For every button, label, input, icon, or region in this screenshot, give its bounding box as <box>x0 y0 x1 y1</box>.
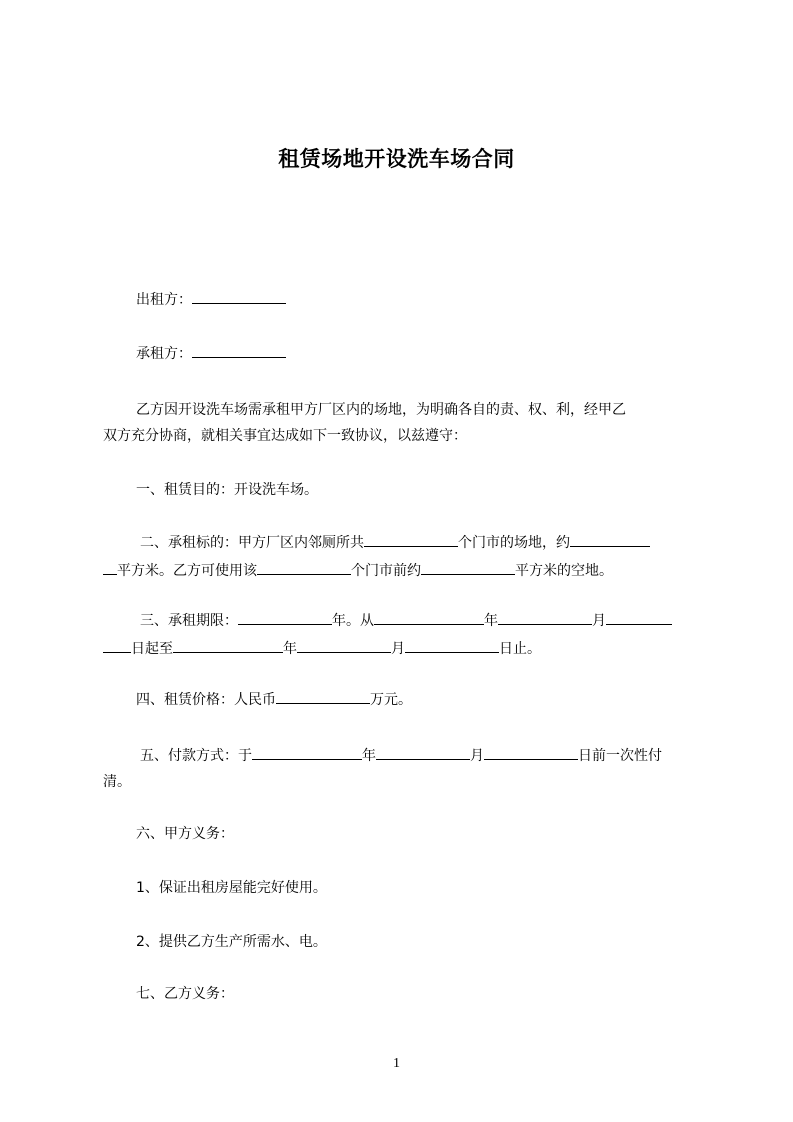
clause-5-blank-day <box>484 742 578 760</box>
clause-3-blank-start-day-b <box>103 635 131 653</box>
clause-3-blank-years <box>238 607 332 625</box>
clause-5-blank-year <box>252 742 362 760</box>
clause-2-blank-units-2 <box>257 557 351 575</box>
clause-2-blank-area-a <box>570 529 650 547</box>
clause-3-blank-start-month <box>498 607 592 625</box>
clause-6-heading: 六、甲方义务： <box>136 826 234 842</box>
clause-6-item-1: 1、保证出租房屋能完好使用。 <box>136 880 327 896</box>
clause-3-text-a: 三、承租期限： <box>140 613 238 629</box>
clause-2-text-d: 个门市前约 <box>351 563 421 579</box>
clause-3-year-label-2: 年 <box>283 641 297 657</box>
lessor-blank <box>192 286 286 304</box>
intro-line-1: 乙方因开设洗车场需承租甲方厂区内的场地，为明确各自的责、权、利，经甲乙 <box>136 402 626 418</box>
clause-2-text-b: 个门市的场地，约 <box>458 535 570 551</box>
clause-3-month-label-2: 月 <box>391 641 405 657</box>
clause-4-blank-price <box>276 686 370 704</box>
clause-5-month-label: 月 <box>470 748 484 764</box>
clause-3-text-b: 年。从 <box>332 613 374 629</box>
clause-4-text-b: 万元。 <box>370 692 412 708</box>
clause-3-blank-end-year <box>173 635 283 653</box>
lessor-line <box>136 284 736 316</box>
clause-3-year-label: 年 <box>484 613 498 629</box>
clause-5-blank-month <box>376 742 470 760</box>
clause-3-blank-start-year <box>374 607 484 625</box>
page-number: 1 <box>393 1056 400 1071</box>
clause-7-heading: 七、乙方义务： <box>136 986 234 1002</box>
clause-4-text-a: 四、租赁价格：人民币 <box>136 692 276 708</box>
clause-5-text-b: 日前一次性付 <box>578 748 662 764</box>
clause-2-text-a: 二、承租标的：甲方厂区内邻厕所共 <box>140 535 364 551</box>
clause-3-month-label: 月 <box>592 613 606 629</box>
clause-3-start-label: 日起至 <box>131 641 173 657</box>
clause-2-text-c: 平方米。乙方可使用该 <box>117 563 257 579</box>
clause-2-line-2 <box>103 555 703 587</box>
clause-3-end-label: 日止。 <box>499 641 541 657</box>
clause-4 <box>136 684 736 716</box>
lessee-blank <box>192 340 286 358</box>
clause-3-line-2 <box>103 633 703 665</box>
clause-2-blank-units <box>364 529 458 547</box>
clause-2-blank-space <box>421 557 515 575</box>
clause-3-blank-end-day <box>405 635 499 653</box>
clause-2-text-e: 平方米的空地。 <box>515 563 613 579</box>
clause-1: 一、租赁目的：开设洗车场。 <box>136 482 318 498</box>
lessee-label: 承租方： <box>136 346 192 362</box>
clause-3-blank-start-day-a <box>606 607 672 625</box>
clause-2-blank-area-b <box>103 557 117 575</box>
clause-5-text-a: 五、付款方式：于 <box>140 748 252 764</box>
contract-title: 租赁场地开设洗车场合同 <box>278 147 515 171</box>
clause-3-blank-end-month <box>297 635 391 653</box>
clause-6-item-2: 2、提供乙方生产所需水、电。 <box>136 934 327 950</box>
lessee-line <box>136 338 736 370</box>
intro-line-2: 双方充分协商，就相关事宜达成如下一致协议，以兹遵守： <box>103 428 467 444</box>
lessor-label: 出租方： <box>136 292 192 308</box>
clause-5-year-label: 年 <box>362 748 376 764</box>
clause-5-line-2: 清。 <box>103 774 131 790</box>
